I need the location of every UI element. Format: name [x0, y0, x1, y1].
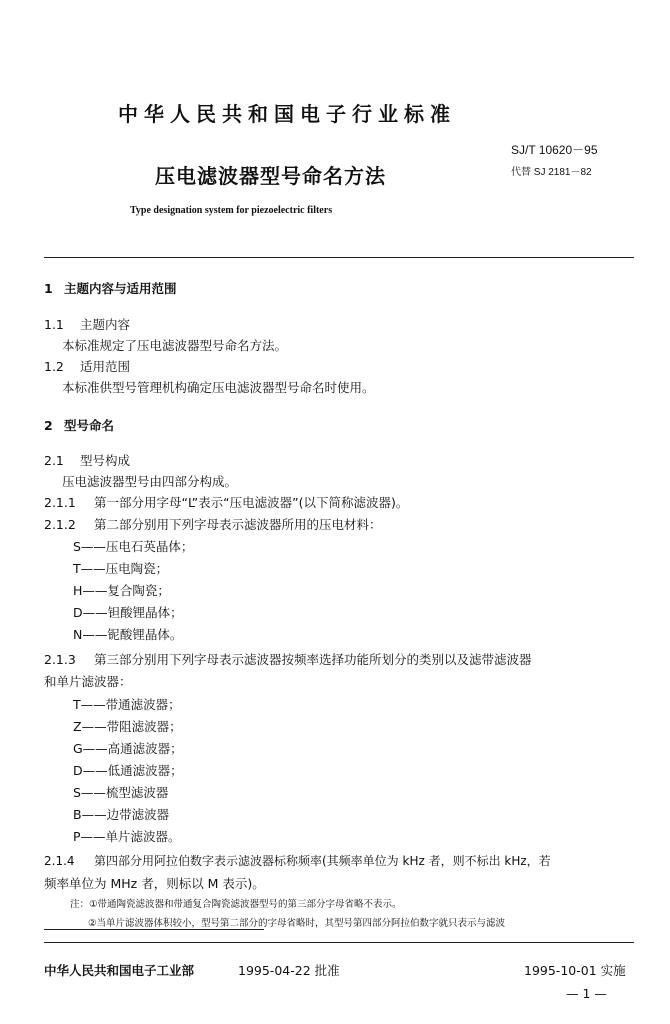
- section-2-1-2: 2.1.2 第二部分别用下列字母表示滤波器所用的压电材料：: [44, 517, 382, 532]
- document-title-english: Type designation system for piezoelectric filters: [130, 205, 333, 216]
- list-item: D——钽酸锂晶体；: [73, 605, 183, 620]
- list-item: N——铌酸锂晶体。: [73, 627, 183, 642]
- list-item: B——边带滤波器: [73, 807, 170, 822]
- list-item: H——复合陶瓷；: [73, 583, 170, 598]
- note-2: ②当单片滤波器体积较小，型号第二部分的字母省略时，其型号第四部分阿拉伯数字就只表示与滤波: [88, 918, 506, 929]
- section-2-1-4: 2.1.4 第四部分用阿拉伯数字表示滤波器标称频率(其频率单位为 kHz 者，则不标出 kHz，若: [44, 854, 551, 868]
- replaces-code: 代替 SJ 2181－82: [511, 167, 592, 178]
- section-1-heading: 1 主题内容与适用范围: [44, 281, 177, 296]
- section-2-heading: 2 型号命名: [44, 418, 115, 433]
- list-item: S——压电石英晶体；: [73, 539, 194, 554]
- footer-approved: 1995-04-22 批准: [238, 963, 340, 978]
- section-1-2-heading: 1.2 适用范围: [44, 359, 131, 374]
- section-2-1-3-line2: 和单片滤波器：: [44, 674, 132, 689]
- footnote-divider: [44, 929, 264, 930]
- list-item: S——梳型滤波器: [73, 785, 169, 800]
- section-1-1-heading: 1.1 主题内容: [44, 317, 131, 332]
- section-1-1-text: 本标准规定了压电滤波器型号命名方法。: [62, 338, 288, 353]
- list-item: P——单片滤波器。: [73, 829, 181, 844]
- note-1: 注：①带通陶瓷滤波器和带通复合陶瓷滤波器型号的第三部分字母省略不表示。: [70, 899, 402, 910]
- list-item: T——压电陶瓷；: [73, 561, 169, 576]
- section-2-1-heading: 2.1 型号构成: [44, 453, 131, 468]
- section-2-1-3: 2.1.3 第三部分别用下列字母表示滤波器按频率选择功能所划分的类别以及滤带滤波器: [44, 652, 532, 667]
- section-2-1-1: 2.1.1 第一部分用字母“L”表示“压电滤波器”(以下简称滤波器)。: [44, 495, 409, 510]
- document-title: 压电滤波器型号命名方法: [155, 164, 386, 188]
- list-item: T——带通滤波器；: [73, 697, 181, 712]
- footer-effective: 1995-10-01 实施: [524, 963, 626, 978]
- header-divider: [44, 257, 634, 258]
- section-2-1-text: 压电滤波器型号由四部分构成。: [62, 474, 238, 489]
- footer-divider: [44, 942, 634, 943]
- standard-code: SJ/T 10620－95: [511, 143, 598, 157]
- footer-issuer: 中华人民共和国电子工业部: [44, 963, 195, 978]
- list-item: D——低通滤波器；: [73, 763, 183, 778]
- page-number: — 1 —: [566, 986, 607, 1001]
- standard-org-header: 中华人民共和国电子行业标准: [118, 102, 456, 126]
- section-2-1-4-line2: 频率单位为 MHz 者，则标以 M 表示)。: [44, 876, 265, 891]
- list-item: G——高通滤波器；: [73, 741, 183, 756]
- section-1-2-text: 本标准供型号管理机构确定压电滤波器型号命名时使用。: [62, 380, 375, 395]
- list-item: Z——带阻滤波器；: [73, 719, 182, 734]
